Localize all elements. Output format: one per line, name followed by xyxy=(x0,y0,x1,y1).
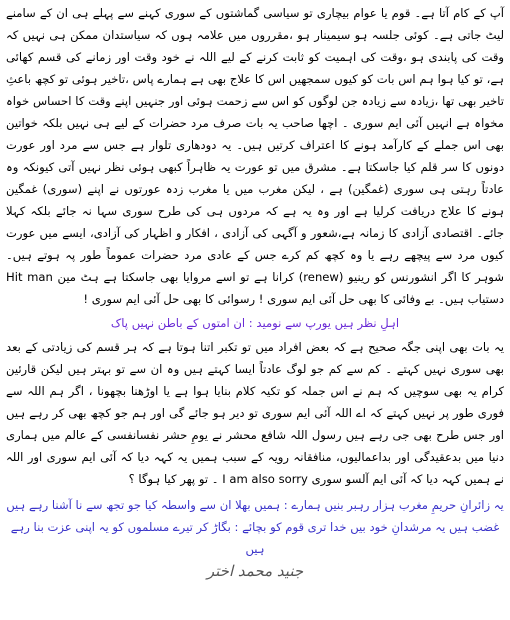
poem-line-2: غضب ہیں یہ مرشدانِ خود بیں خدا تری قوم کو بچائے : بگاڑ کر تیرے مسلموں کو یہ اپنی عزت بنا رہے ہیں xyxy=(10,520,500,556)
verse-heading: اہلِ نظر ہیں یورپ سے نومید : ان امتوں کے باطن نہیں پاک xyxy=(110,316,400,330)
article-paragraph-2: یہ بات بھی اپنی جگہ صحیح ہے کہ بعض افراد میں تو تکبر اتنا ہوتا ہے کہ ہر قسم کی زیادتی کے بعد بھی سوری نہیں کہتے ۔ کم سے کم جو لوگ عادتاً ایسا کہتے ہیں وہ ان سے تو بہتر ہیں لیکن قارئین کرام یہ بھی سوچیں کہ ہم نے اس جملہ کو تکیہ کلام بنایا ہوا ہے یا اوڑھنا بچھونا ، اگر ہم اللہ سے فوری طور پر نہیں کہتے کہ اے اللہ آئی ایم سوری تو دیر ہو جائے گی اور ہم جو کچھ بھی کر رہے ہیں اور جس طرح بھی جی رہے ہیں رسول اللہ شافع محشر نے یومِ حشر نفسانفسی کے عالم میں ہماری دنیا میں بدعقیدگی اور بداعمالیوں، منافقانہ رویہ کے سبب ہمیں یہ کہہ دیا کہ آئی ایم سوری اور اللہ نے ہمیں کہہ دیا کہ آئی ایم آلسو سوری I am also sorry ۔ تو پھر کیا ہوگا ؟ xyxy=(6,340,504,486)
author-signature: جنید محمد اختر xyxy=(206,562,304,580)
article-paragraph-1: آپ کے کام آتا ہے۔ قوم یا عوام بیچاری تو سیاسی گماشتوں کے سوری کہنے سے پہلے ہی ان کے سامنے لیٹ جاتی ہے۔ کوئی جلسہ ہو سیمینار ہو ،مقرروں میں علامہ ہوں کہ سیاستدان ممکن ہی نہیں کہ وقت کی پابندی ہو ،وقت کی اہمیت کو ثابت کرنے کے لیے اللہ نے خود وقت اور زمانے کی قسم کھائی ہے، تو کیا ہوا ہم اس بات کو کیوں سمجھیں اس کا علاج بھی ہے ہمارے پاس ،تاخیر ہوئی تو کچھ باعثِ تاخیر بھی تھا ،زیادہ سے زیادہ جن لوگوں کو اس سے زحمت ہوئی اور جنہیں اپنے وقت کا احساس خواہ مخواہ ہے انہیں آئی ایم سوری ۔ اچھا صاحب یہ بات صرف مرد حضرات کے لیے ہی نہیں بلکہ خواتین بھی اس جملے کے کارآمد ہونے کا اعتراف کرتیں ہیں۔ یہ دودھاری تلوار ہے جس سے مرد اور عورت دونوں کا سر قلم کیا جاسکتا ہے۔ مشرق میں تو عورت یہ ظاہراً کبھی ہوئی نظر نہیں آتی کیونکہ وہ عادتاً رہتی ہی سوری (غمگین) ہے ، لیکن مغرب میں یا مغرب زدہ عورتوں نے اپنے (سوری) غمگین ہونے کا علاج دریافت کرلیا ہے اور وہ یہ ہے کہ مردوں ہی کی طرح سوری سہا نہ جائے بلکہ کہلا جائے۔ اقتصادی آزادی کا زمانہ ہے،شعور و آگہی کی آزادی ، افکار و اظہار کی آزادی، ایسے میں عورت کیوں مرد سے پیچھے رہے یا وہ کچھ کم کرے جس کے عادی مرد حضرات عموماً طور پہ ہوتے ہیں۔ شوہر کا اگر انشورنس کو رینیو (renew) کرانا ہے تو اسے مروایا بھی جاسکتا ہے ہٹ مین Hit man دستیاب ہیں۔ بے وفائی کا بھی حل آئی ایم سوری ! رسوائی کا بھی حل آئی ایم سوری ! xyxy=(6,6,504,306)
poem-line-1: یہ زائرانِ حریمِ مغرب ہزار رہبر بنیں ہمارے : ہمیں بھلا ان سے واسطہ کیا جو تجھ سے نا آشنا رہے ہیں xyxy=(6,498,504,512)
